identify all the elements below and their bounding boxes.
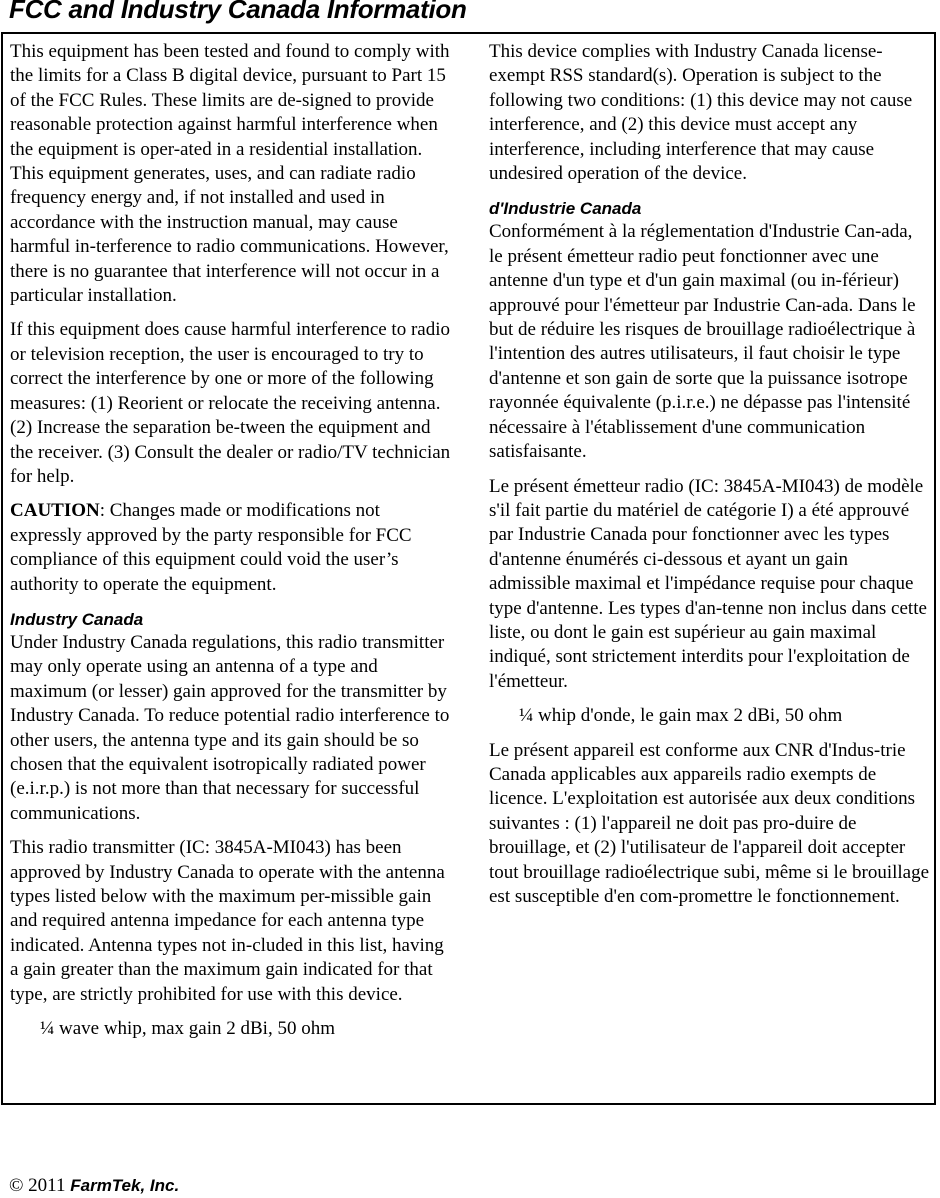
content-box xyxy=(1,32,936,1105)
footer xyxy=(9,1175,179,1197)
antenna-spec-fr: ¼ whip d'onde, le gain max 2 dBi, 50 ohm xyxy=(519,705,843,727)
interference-measures-paragraph: If this equipment does cause harmful interference to radio or television reception, the user is encouraged to try to correct the interference by one or more of the following measures: (1) Reorient or relocate the receiving antenna. (2) Increase the separation be-tween the equipment and the receiver. (3) Consult the dealer or radio/TV technician for help. xyxy=(10,319,451,487)
rss-compliance-paragraph: This device complies with Industry Canada license-exempt RSS standard(s). Operation is subject to the following two conditions: (1) this device may not cause interference, and (2) this device must accept any interference, including interference that may cause undesired operation of the device. xyxy=(489,41,913,185)
industrie-canada-heading: d'Industrie Canada xyxy=(489,199,642,219)
right-column xyxy=(489,40,930,909)
caution-paragraph xyxy=(10,499,452,597)
cnr-compliance-paragraph: Le présent appareil est conforme aux CNR d'Indus-trie Canada applicables aux appareils radio exempts de licence. L'exploitation est autorisée aux deux conditions suivantes : (1) l'appareil ne doit pas pro-duire de brouillage, et (2) l'utilisateur de l'appareil doit accepter tout brouillage radioélectrique subi, même si le brouillage est susceptible d'en com-promettre le fonctionnement. xyxy=(489,739,930,907)
emetteur-approval-paragraph: Le présent émetteur radio (IC: 3845A-MI043) de modèle s'il fait partie du matériel de catégorie I) a été approuvé par Industrie Canada pour fonctionner avec les types d'antenne énumérés ci-dessous et ayant un gain admissible maximal et l'impédance requise pour chaque type d'antenne. Les types d'an-tenne non inclus dans cette liste, ou dont le gain est supérieur au gain maximal indiqué, sont strictement interdits pour l'exploitation de l'émetteur. xyxy=(489,475,927,692)
reglementation-paragraph: Conformément à la réglementation d'Industrie Can-ada, le présent émetteur radio peut fonctionner avec une antenne d'un type et d'un gain maximal (ou in-férieur) approuvé pour l'émetteur par Industrie Can-ada. Dans le but de réduire les risques de brouillage radioélectrique à l'intention des autres utilisateurs, il faut choisir le type d'antenne et son gain de sorte que la puissance isotrope rayonnée équivalente (p.i.r.e.) ne dépasse pas l'intensité nécessaire à l'établissement d'une communication satisfaisante. xyxy=(489,221,916,463)
transmitter-approval-paragraph: This radio transmitter (IC: 3845A-MI043) has been approved by Industry Canada to operate with the antenna types listed below with the maximum per-missible gain and required antenna impedance for each antenna type indicated. Antenna types not in-cluded in this list, having a gain greater than the maximum gain indicated for that type, are strictly prohibited for use with this device. xyxy=(10,837,445,1005)
industry-canada-heading: Industry Canada xyxy=(10,609,144,629)
company-name: FarmTek, Inc. xyxy=(70,1176,180,1195)
caution-label: CAUTION xyxy=(10,500,100,522)
fcc-compliance-paragraph: This equipment has been tested and found to comply with the limits for a Class B digital device, pursuant to Part 15 of the FCC Rules. These limits are de-signed to provide reasonable protection against harmful interference when the equipment is oper-ated in a residential installation. This equipment generates, uses, and can radiate radio frequency energy and, if not installed and used in accordance with the instruction manual, may cause harmful in-terference to radio communications. However, there is no guarantee that interference will not occur in a particular installation. xyxy=(10,41,450,307)
antenna-spec-en: ¼ wave whip, max gain 2 dBi, 50 ohm xyxy=(40,1018,335,1040)
left-column xyxy=(10,40,452,1041)
caution-text: : Changes made or modifications not expressly approved by the party responsible for FCC compliance of this equipment could void the user’s authority to operate the equipment. xyxy=(10,500,412,595)
copyright-text: © 2011 xyxy=(9,1175,66,1196)
industry-canada-regulations-paragraph: Under Industry Canada regulations, this radio transmitter may only operate using an antenna of a type and maximum (or lesser) gain approved for the transmitter by Industry Canada. To reduce potential radio interference to other users, the antenna type and its gain should be so chosen that the equivalent isotropically radiated power (e.i.r.p.) is not more than that necessary for successful communications. xyxy=(10,631,450,824)
page-title: FCC and Industry Canada Information xyxy=(9,0,467,24)
